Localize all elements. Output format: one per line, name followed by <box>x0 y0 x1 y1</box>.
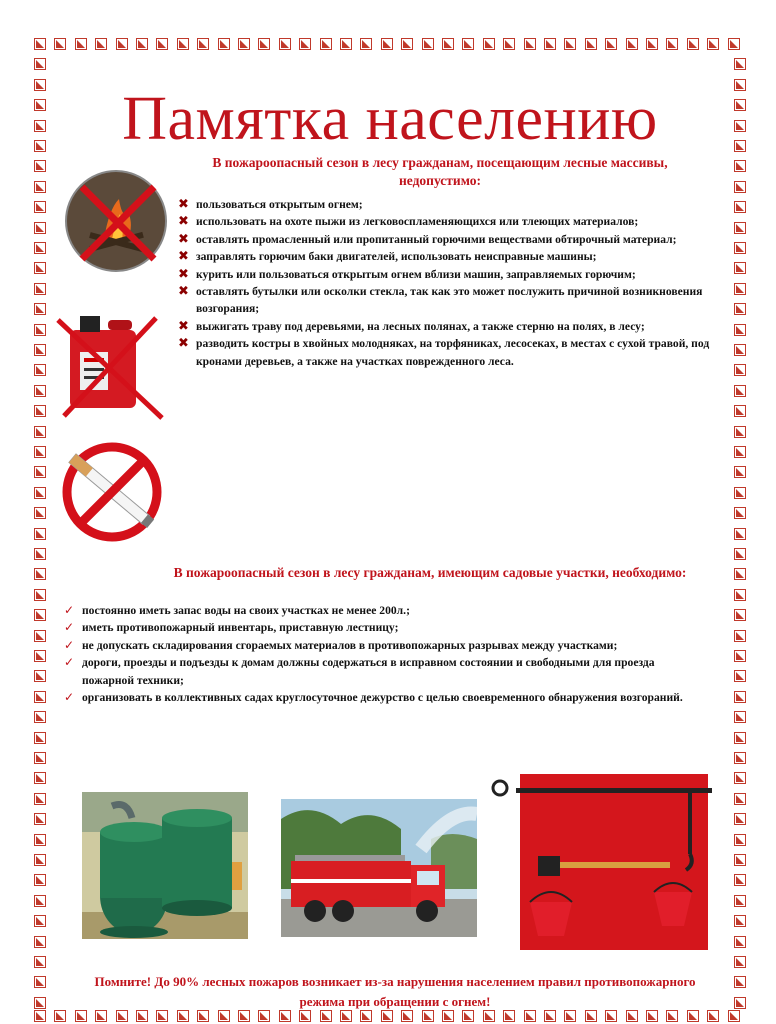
border-square <box>34 120 46 132</box>
list-item-text: дороги, проезды и подъезды к домам должны содержаться в исправном состоянии и свободными для проезда пожарной техники; <box>82 656 655 687</box>
border-square <box>734 58 746 70</box>
required-list <box>62 602 702 706</box>
border-square <box>734 120 746 132</box>
border-square <box>34 813 46 825</box>
list-item <box>176 248 724 265</box>
border-square <box>734 874 746 886</box>
border-square <box>734 895 746 907</box>
border-square <box>734 262 746 274</box>
border-square <box>218 38 230 50</box>
border-square <box>34 895 46 907</box>
border-square <box>34 38 46 50</box>
fire-equipment-board-photo <box>490 774 712 954</box>
water-barrels-photo <box>82 792 248 939</box>
border-square <box>34 997 46 1009</box>
list-item <box>62 619 702 636</box>
border-square <box>34 670 46 682</box>
list-item <box>62 654 702 689</box>
list-item-text: постоянно иметь запас воды на своих участках не менее 200л.; <box>82 604 410 617</box>
border-square <box>34 630 46 642</box>
border-square <box>381 38 393 50</box>
border-square <box>734 222 746 234</box>
border-square <box>34 609 46 621</box>
border-square <box>34 589 46 601</box>
list-item <box>176 266 724 283</box>
border-square <box>34 99 46 111</box>
list-item-text: пользоваться открытым огнем; <box>196 198 363 211</box>
list-item-text: организовать в коллективных садах круглосуточное дежурство с целью своевременного обнаружения возгораний. <box>82 691 683 705</box>
list-item-text: курить или пользоваться открытым огнем вблизи машин, заправляемых горючим; <box>196 267 636 281</box>
border-square <box>34 58 46 70</box>
border-square <box>734 160 746 172</box>
border-square <box>734 201 746 213</box>
border-square <box>34 956 46 968</box>
border-square <box>734 630 746 642</box>
border-square <box>728 38 740 50</box>
border-square <box>136 38 148 50</box>
border-square <box>34 303 46 315</box>
border-square <box>34 1010 46 1022</box>
border-square <box>734 915 746 927</box>
border-square <box>34 854 46 866</box>
border-square <box>34 79 46 91</box>
section2-heading: В пожароопасный сезон в лесу гражданам, имеющим садовые участки, необходимо: <box>173 565 687 580</box>
bullet-marker-icon: ✖ <box>178 336 189 352</box>
border-square <box>34 283 46 295</box>
list-item <box>62 689 702 706</box>
border-square <box>734 181 746 193</box>
border-square <box>360 38 372 50</box>
bullet-marker-icon: ✓ <box>64 690 75 705</box>
border-square <box>34 222 46 234</box>
border-square <box>524 38 536 50</box>
border-square <box>734 507 746 519</box>
border-square <box>734 364 746 376</box>
no-smoking-icon <box>54 434 169 549</box>
border-square <box>34 242 46 254</box>
border-square <box>156 38 168 50</box>
page-title: Памятка населению <box>122 85 658 153</box>
border-square <box>605 38 617 50</box>
list-item-text: иметь противопожарный инвентарь, приставную лестницу; <box>82 621 399 635</box>
footer-warning: Помните! До 90% лесных пожаров возникает из-за нарушения населением правил противопожарного режима при обращении с огнем! <box>94 974 696 1009</box>
border-square <box>34 732 46 744</box>
border-square <box>626 38 638 50</box>
border-square <box>34 568 46 580</box>
border-square <box>734 670 746 682</box>
border-square <box>34 364 46 376</box>
border-square <box>279 38 291 50</box>
bullet-marker-icon: ✖ <box>178 284 189 300</box>
list-item <box>176 231 724 248</box>
border-square <box>666 38 678 50</box>
border-square <box>544 38 556 50</box>
border-square <box>34 772 46 784</box>
border-square <box>462 38 474 50</box>
border-square <box>734 589 746 601</box>
border-square <box>95 38 107 50</box>
no-campfire-icon <box>64 169 174 279</box>
border-square <box>734 385 746 397</box>
prohibited-list <box>176 196 724 370</box>
border-square <box>401 38 413 50</box>
border-square <box>34 466 46 478</box>
list-item <box>176 283 724 318</box>
border-square <box>564 38 576 50</box>
border-square <box>734 936 746 948</box>
border-square <box>34 405 46 417</box>
border-square <box>116 38 128 50</box>
bullet-marker-icon: ✓ <box>64 637 75 652</box>
list-item-text: оставлять бутылки или осколки стекла, так как это может послужить причиной возникновения возгорания; <box>196 285 703 316</box>
border-square <box>734 446 746 458</box>
border-square <box>734 487 746 499</box>
border-square <box>34 528 46 540</box>
border-square <box>238 38 250 50</box>
border-square <box>422 38 434 50</box>
list-item <box>62 602 702 619</box>
border-square <box>734 426 746 438</box>
poster <box>0 36 776 1024</box>
border-square <box>646 38 658 50</box>
border-square <box>340 38 352 50</box>
bullet-marker-icon: ✖ <box>178 266 189 282</box>
border-square <box>75 38 87 50</box>
border-square <box>258 38 270 50</box>
border-square <box>734 609 746 621</box>
border-square <box>734 303 746 315</box>
border-square <box>734 732 746 744</box>
border-square <box>734 691 746 703</box>
border-square <box>734 283 746 295</box>
border-square <box>442 38 454 50</box>
border-square <box>34 140 46 152</box>
border-square <box>34 976 46 988</box>
border-square <box>34 160 46 172</box>
border-square <box>734 976 746 988</box>
border-square <box>585 38 597 50</box>
border-square <box>34 650 46 662</box>
border-square <box>734 813 746 825</box>
border-square <box>34 691 46 703</box>
border-square <box>707 38 719 50</box>
border-square <box>299 38 311 50</box>
list-item <box>176 335 724 370</box>
border-square <box>34 487 46 499</box>
bullet-marker-icon: ✖ <box>178 214 189 230</box>
list-item-text: оставлять промасленный или пропитанный горючими веществами обтирочный материал; <box>196 232 677 246</box>
bullet-marker-icon: ✖ <box>178 318 189 334</box>
border-square <box>734 140 746 152</box>
bullet-marker-icon: ✖ <box>178 197 189 212</box>
border-square <box>734 99 746 111</box>
border-square <box>734 344 746 356</box>
no-fuel-can-icon <box>56 308 168 423</box>
bullet-marker-icon: ✓ <box>64 620 75 635</box>
border-square <box>34 834 46 846</box>
border-square <box>34 446 46 458</box>
border-square <box>687 38 699 50</box>
list-item-text: не допускать складирования сгораемых материалов в противопожарных разрывах между участками; <box>82 638 618 652</box>
border-square <box>34 752 46 764</box>
list-item-text: разводить костры в хвойных молодняках, на торфяниках, лесосеках, в местах с сухой травой, под кронами деревьев, а также на участках поврежденного леса. <box>196 337 710 368</box>
list-item <box>176 318 724 335</box>
border-square <box>734 568 746 580</box>
border-square <box>34 201 46 213</box>
border-square <box>734 650 746 662</box>
list-item-text: использовать на охоте пыжи из легковоспламеняющихся или тлеющих материалов; <box>196 215 639 229</box>
border-square <box>34 507 46 519</box>
list-item <box>62 637 702 654</box>
border-square <box>734 711 746 723</box>
border-square <box>54 1010 66 1022</box>
border-square <box>734 405 746 417</box>
border-square <box>734 997 746 1009</box>
border-square <box>34 344 46 356</box>
border-square <box>734 956 746 968</box>
list-item-text: выжигать траву под деревьями, на лесных полянах, а также стерню на полях, в лесу; <box>196 319 645 333</box>
border-square <box>34 262 46 274</box>
border-square <box>728 1010 740 1022</box>
list-item <box>176 213 724 230</box>
border-square <box>734 772 746 784</box>
border-square <box>734 466 746 478</box>
border-square <box>734 79 746 91</box>
top-bar <box>0 0 776 36</box>
border-square <box>34 385 46 397</box>
border-square <box>197 38 209 50</box>
border-square <box>54 38 66 50</box>
bullet-marker-icon: ✖ <box>178 249 189 265</box>
border-square <box>503 38 515 50</box>
border-square <box>320 38 332 50</box>
border-square <box>34 793 46 805</box>
border-square <box>734 854 746 866</box>
border-square <box>34 181 46 193</box>
border-square <box>734 548 746 560</box>
border-square <box>34 915 46 927</box>
border-square <box>734 834 746 846</box>
list-item-text: заправлять горючим баки двигателей, использовать неисправные машины; <box>196 250 597 264</box>
border-square <box>734 242 746 254</box>
border-square <box>34 874 46 886</box>
border-square <box>483 38 495 50</box>
bullet-marker-icon: ✓ <box>64 655 75 670</box>
bullet-marker-icon: ✓ <box>64 603 75 617</box>
border-square <box>34 548 46 560</box>
border-square <box>34 324 46 336</box>
border-square <box>177 38 189 50</box>
border-square <box>34 711 46 723</box>
border-square <box>734 793 746 805</box>
border-square <box>34 426 46 438</box>
border-square <box>734 752 746 764</box>
list-item <box>176 196 724 213</box>
border-square <box>734 528 746 540</box>
border-square <box>34 936 46 948</box>
border-square <box>734 324 746 336</box>
bullet-marker-icon: ✖ <box>178 231 189 247</box>
fire-truck-photo <box>281 799 477 937</box>
section1-heading: В пожароопасный сезон в лесу гражданам, посещающим лесные массивы, недопустимо: <box>212 155 668 188</box>
